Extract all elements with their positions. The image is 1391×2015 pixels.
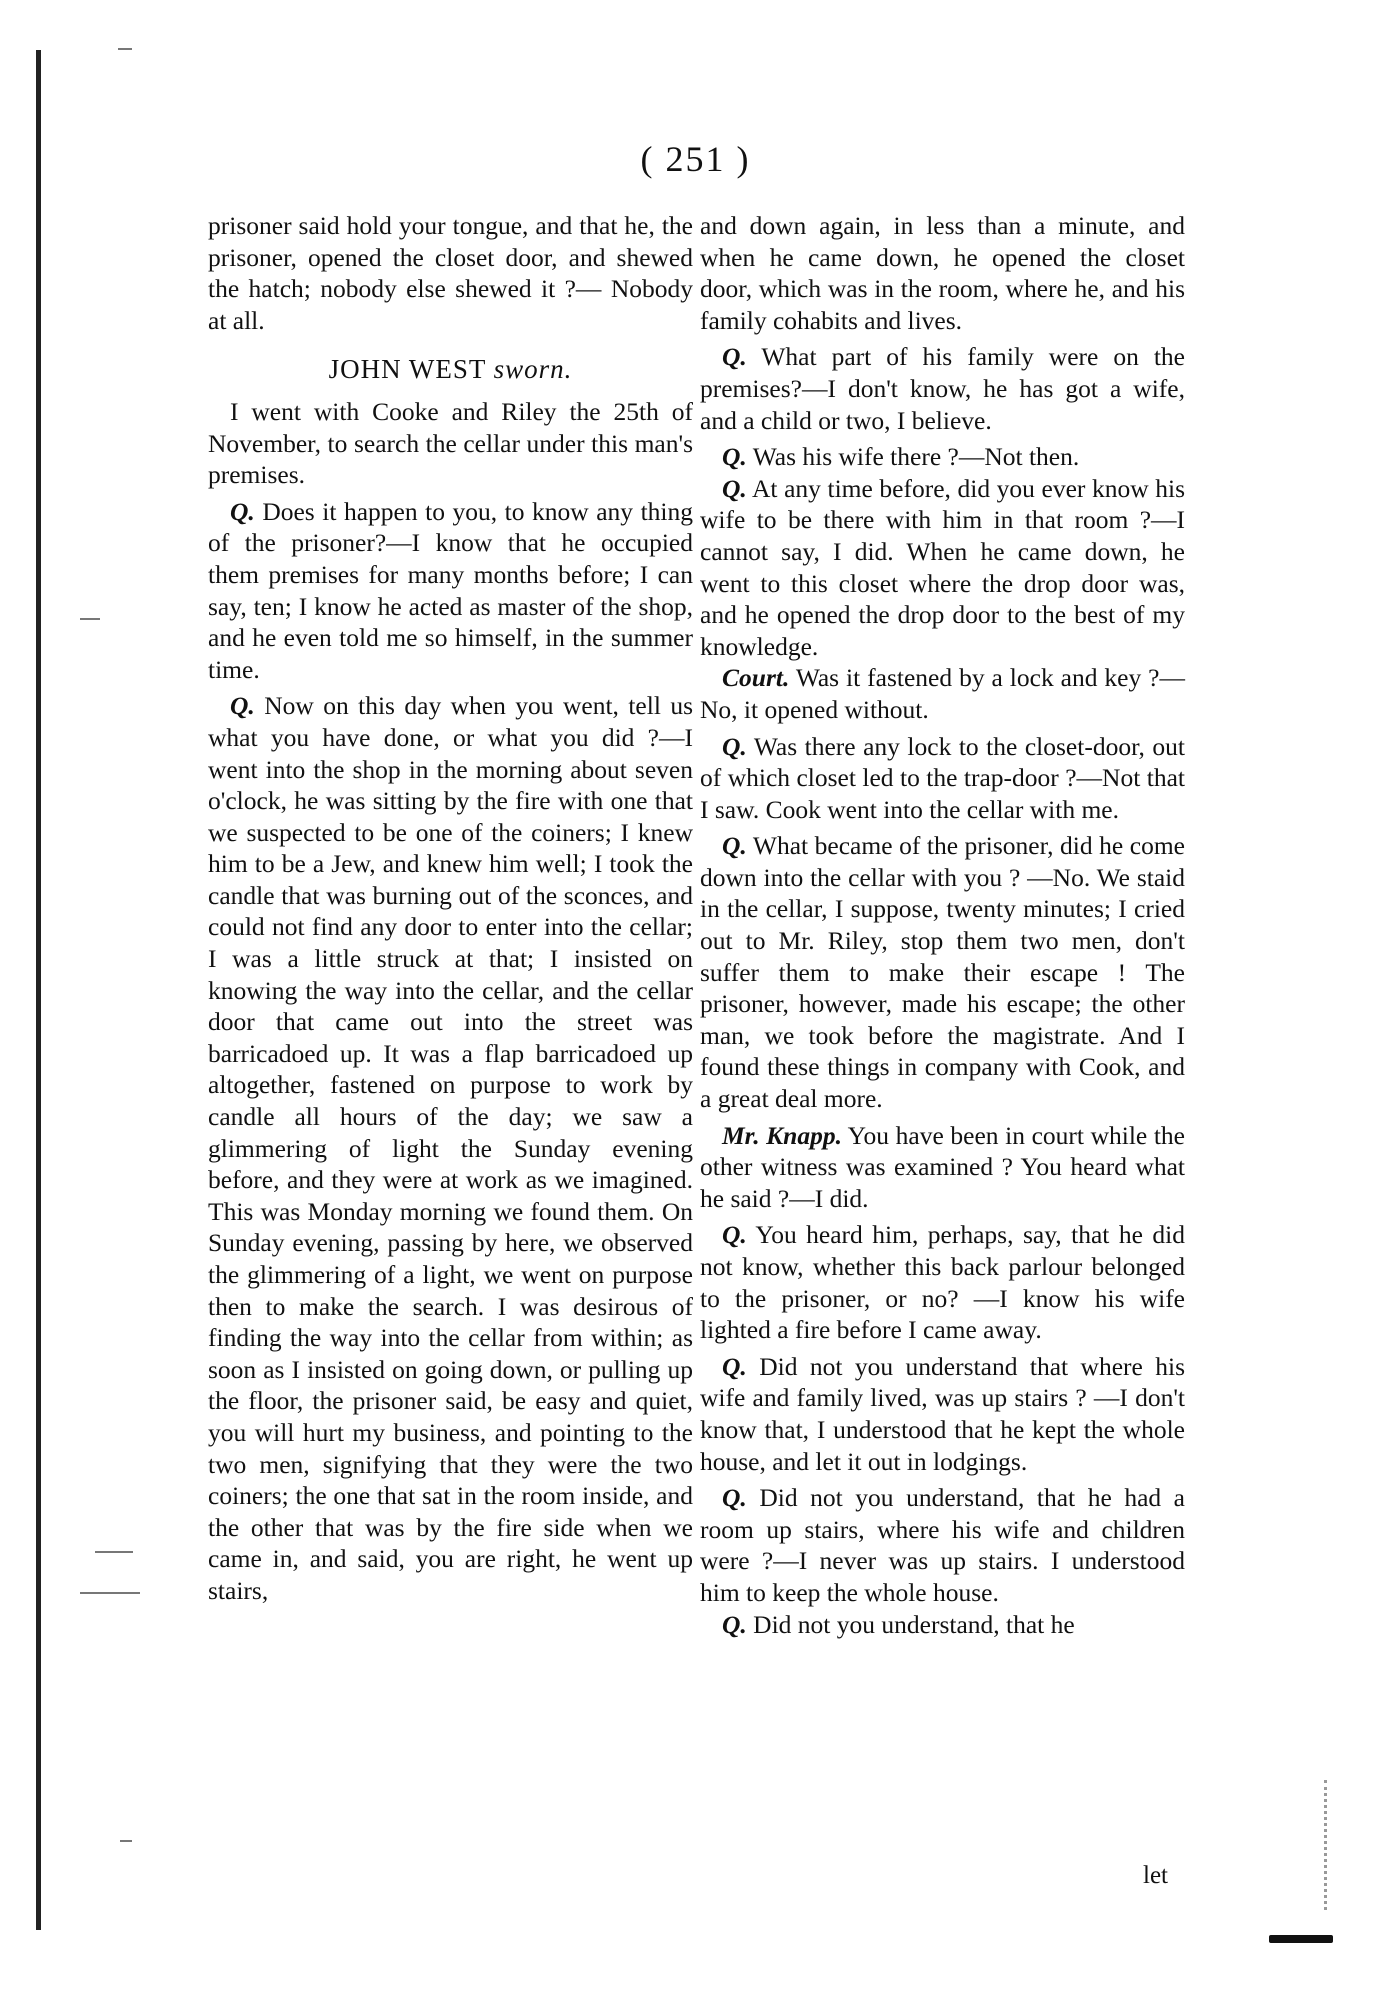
question-paragraph: Q. You heard him, perhaps, say, that he did not know, whether this back parlour belonged to the prisoner, or no? —I know his wife lighted a fire before I came away.: [700, 1220, 1185, 1345]
question-paragraph: Q. Did not you understand, that he: [722, 1609, 1075, 1639]
right-column: [700, 210, 1185, 1640]
question-paragraph: Q. What became of the prisoner, did he come down into the cellar with you ? —No. We staid in the cellar, I suppose, twenty minutes; I cried out to Mr. Riley, stop them two men, don't suffer them to make their escape ! The prisoner, however, made his escape; the other man, we took before the magistrate. And I found these things in company with Cook, and a great deal more.: [700, 831, 1185, 1114]
question-paragraph: Q. At any time before, did you ever know his wife to be there with him in that room ?—I cannot say, I did. When he came down, he went to this closet where the drop door was, and he opened the drop door to the best of my knowledge.: [700, 473, 1185, 661]
court-paragraph: Court. Was it fastened by a lock and key ?—No, it opened without.: [700, 663, 1185, 724]
paragraph: I went with Cooke and Riley the 25th of November, to search the cellar under this man's premises.: [208, 396, 693, 490]
scan-dash: [80, 618, 100, 620]
left-column: [208, 210, 693, 1607]
question-paragraph: Q. Was there any lock to the closet-door, out of which closet led to the trap-door ?—Not that I saw. Cook went into the cellar with me.: [700, 731, 1186, 824]
binding-edge: [36, 50, 41, 1930]
counsel-paragraph: Mr. Knapp. You have been in court while the other witness was examined ? You heard what he said ?—I did.: [700, 1120, 1185, 1213]
scan-dash: [80, 1592, 140, 1594]
scan-dash: [118, 48, 132, 50]
question-paragraph: Q. Did not you understand that where his wife and family lived, was up stairs ? —I don't know that, I understood that he kept the whole house, and let it out in lodgings.: [700, 1351, 1185, 1476]
question-paragraph: Q. Now on this day when you went, tell us what you have done, or what you did ?—I went into the shop in the morning about seven o'clock, he was sitting by the fire with one that we suspected to be one of the coiners; I knew him to be a Jew, and knew him well; I took the candle that was burning out of the sconces, and could not find any door to enter into the cellar; I was a little struck at that; I insisted on knowing the way into the cellar, and the cellar door that came out into the street was barricadoed up. It was a flap barricadoed up altogether, fastened on purpose to work by candle all hours of the day; we saw a glimmering of light the Sunday evening before, and they were at work as we imagined. This was Monday morning we found them. On Sunday evening, passing by here, we observed the glimmering of a light, we went on purpose then to make the search. I was desirous of finding the way into the cellar from within; as soon as I insisted on going down, or pulling up the floor, the prisoner said, be easy and quiet, you will hurt my business, and pointing to the two men, signifying that they were the two coiners; the one that sat in the room inside, and the other that was by the fire side when we came in, and said, you are right, he went up stairs,: [208, 691, 693, 1605]
witness-heading: JOHN WEST sworn.: [328, 354, 573, 385]
page-number: ( 251 ): [640, 139, 751, 179]
scan-dash: [95, 1551, 133, 1553]
question-paragraph: Q. Did not you understand, that he had a room up stairs, where his wife and children were ?—I never was up stairs. I understood him to keep the whole house.: [700, 1483, 1186, 1607]
scan-dash: [120, 1840, 132, 1842]
scan-mark: [1269, 1935, 1333, 1943]
question-paragraph: Q. What part of his family were on the premises?—I don't know, he has got a wife, and a child or two, I believe.: [700, 342, 1185, 435]
question-paragraph: Q. Does it happen to you, to know any thing of the prisoner?—I know that he occupied them premises for many months before; I can say, ten; I know he acted as master of the shop, and he even told me so himself, in the summer time.: [208, 496, 693, 684]
paragraph: prisoner said hold your tongue, and that he, the prisoner, opened the closet door, and shewed the hatch; nobody else shewed it ?— Nobody at all.: [208, 211, 693, 335]
scan-dots: [1324, 1780, 1331, 1910]
catchword: let: [1143, 1862, 1168, 1889]
paragraph: and down again, in less than a minute, and when he came down, he opened the closet door, which was in the room, where he, and his family cohabits and lives.: [700, 211, 1185, 335]
question-paragraph: Q. Was his wife there ?—Not then.: [722, 442, 1080, 472]
